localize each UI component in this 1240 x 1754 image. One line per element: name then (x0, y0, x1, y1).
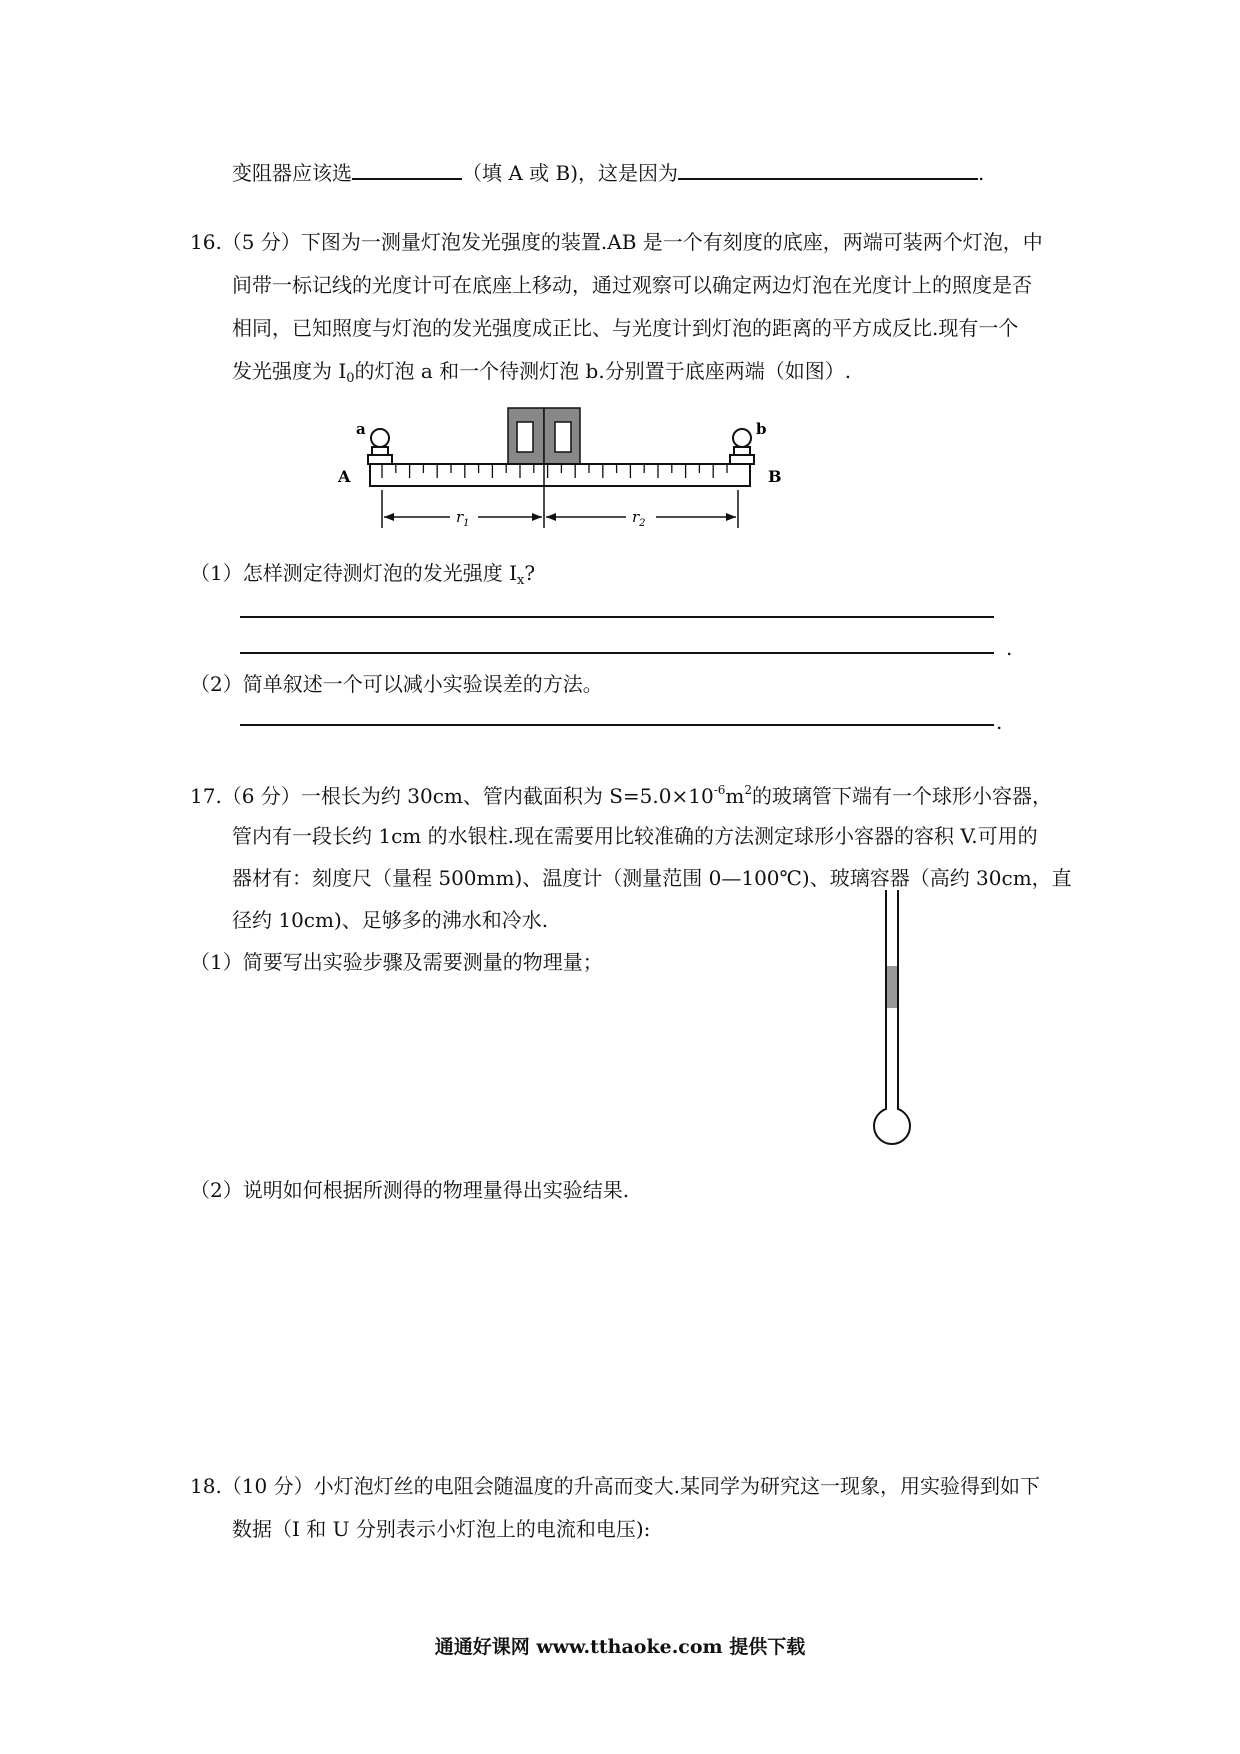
label-r2: $r_2$ (632, 508, 646, 529)
tube-bulb-junction (887, 1101, 897, 1113)
q16-part-2-answer-line[interactable] (240, 724, 994, 726)
q16-part-1-answer-line-1[interactable] (240, 616, 994, 618)
photometer-bench-figure (330, 400, 850, 540)
q16-part-1-sub: x (516, 573, 525, 588)
q17-part-2: （2）说明如何根据所测得的物理量得出实验结果. (190, 1178, 630, 1202)
q17-line-1-post: 的玻璃管下端有一个球形小容器， (752, 784, 1053, 808)
q17-line-2: 管内有一段长约 1cm 的水银柱.现在需要用比较准确的方法测定球形小容器的容积 V.可用的 (232, 824, 1038, 848)
arrow-left-icon (546, 513, 556, 521)
mercury-column (887, 966, 897, 1008)
lamp-a-bulb-icon (371, 429, 389, 447)
q18-line-1: 18.（10 分）小灯泡灯丝的电阻会随温度的升高而变大.某同学为研究这一现象，用实验得到如下 (190, 1474, 1040, 1498)
q15-tail-pre: 变阻器应该选 (232, 161, 352, 185)
q15-blank-2[interactable] (678, 160, 978, 180)
photometer-window-right (555, 422, 571, 452)
q16-part-1-dot: . (1006, 636, 1013, 660)
q15-tail-mid: （填 A 或 B)，这是因为 (462, 161, 679, 185)
q17-line-1-sup: -6 (713, 783, 726, 797)
arrow-right-icon (726, 513, 736, 521)
spherical-bulb (874, 1108, 910, 1144)
q17-line-1-sup2: 2 (744, 783, 753, 797)
arrow-left-icon (384, 513, 394, 521)
footer-credit: 通通好课网 www.tthaoke.com 提供下载 (434, 1636, 806, 1658)
label-a: a (356, 420, 366, 438)
bench-base (370, 464, 750, 486)
q16-line-2: 间带一标记线的光度计可在底座上移动，通过观察可以确定两边灯泡在光度计上的照度是否 (232, 273, 1032, 297)
q17-line-3: 器材有：刻度尺（量程 500mm)、温度计（测量范围 0—100℃)、玻璃容器（高约 30cm，直 (232, 866, 1072, 890)
label-r1: $r_1$ (456, 508, 470, 529)
q16-part-2: （2）简单叙述一个可以减小实验误差的方法。 (190, 672, 603, 696)
label-B: B (768, 467, 782, 486)
q16-line-4-sub: 0 (346, 371, 355, 386)
arrow-right-icon (532, 513, 542, 521)
glass-tube-figure (860, 886, 920, 1150)
lamp-a-holder (368, 455, 392, 464)
q16-part-2-dot: . (996, 710, 1003, 734)
q17-line-1 (190, 784, 1052, 806)
q16-part-1-pre: （1）怎样测定待测灯泡的发光强度 I (190, 561, 517, 585)
q16-part-1-answer-line-2[interactable] (240, 652, 994, 654)
lamp-b-socket (734, 447, 750, 455)
lamp-b-bulb-icon (733, 429, 751, 447)
photometer-window-left (517, 422, 533, 452)
q16-line-4 (232, 361, 851, 385)
q17-part-1: （1）简要写出实验步骤及需要测量的物理量； (190, 950, 603, 974)
q17-line-4: 径约 10cm)、足够多的沸水和冷水. (232, 908, 549, 932)
label-A: A (338, 467, 351, 486)
lamp-a-socket (372, 447, 388, 455)
q16-line-4-post: 的灯泡 a 和一个待测灯泡 b.分别置于底座两端（如图）. (354, 359, 852, 383)
lamp-b-holder (730, 455, 754, 464)
q16-part-1 (190, 563, 535, 587)
q16-line-1: 16.（5 分）下图为一测量灯泡发光强度的装置.AB 是一个有刻度的底座，两端可装两个灯泡，中 (190, 230, 1043, 254)
q15-tail-end: . (978, 161, 985, 185)
q15-tail-line (232, 160, 984, 183)
label-b: b (756, 420, 767, 438)
q18-line-2: 数据（I 和 U 分别表示小灯泡上的电流和电压): (232, 1517, 651, 1541)
q17-line-1-pre: 17.（6 分）一根长为约 30cm、管内截面积为 S=5.0×10 (190, 784, 714, 808)
q15-blank-1[interactable] (352, 160, 462, 180)
q17-line-1-mid: m (725, 784, 745, 808)
q16-line-3: 相同，已知照度与灯泡的发光强度成正比、与光度计到灯泡的距离的平方成反比.现有一个 (232, 316, 1019, 340)
q16-line-4-pre: 发光强度为 I (232, 359, 347, 383)
q16-part-1-post: ? (524, 561, 536, 585)
